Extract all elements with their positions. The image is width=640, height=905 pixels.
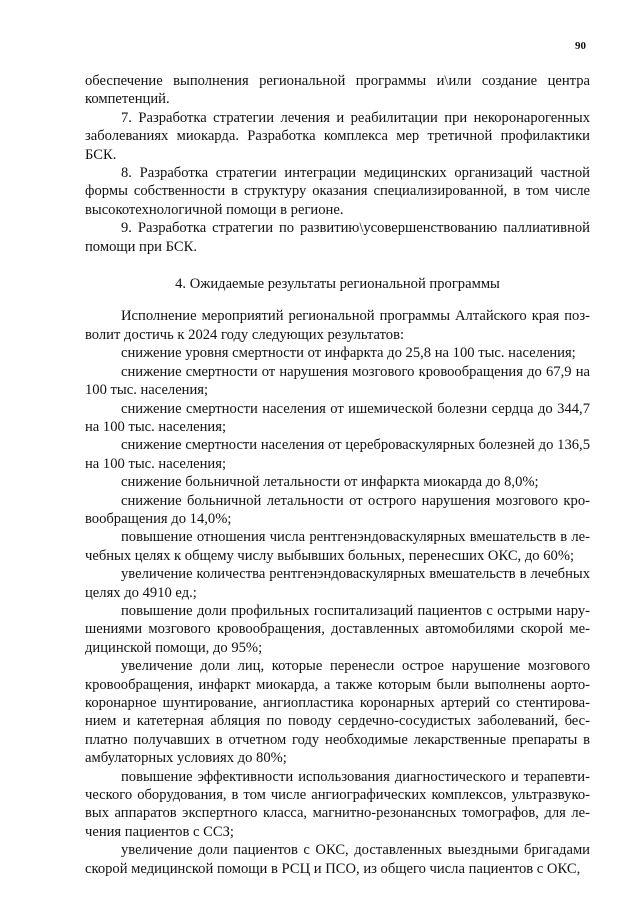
- result-item: повышение отношения числа рентгенэндоваскулярных вмешательств в лечебных целях к общему числу выбывших больных, перенесших ОКС, до 60%;: [85, 529, 590, 564]
- result-item: снижение уровня смертности от инфаркта до 25,8 на 100 тыс. населения;: [121, 345, 576, 362]
- paragraph: 9. Разработка стратегии по развитию\усовершенствованию паллиативной помощи при БСК.: [85, 220, 590, 255]
- result-item: снижение смертности от нарушения мозгового кровообращения до 67,9 на 100 тыс. населения;: [85, 363, 590, 399]
- result-item: снижение больничной летальности от инфаркта миокарда до 8,0%;: [121, 474, 539, 491]
- paragraph: 7. Разработка стратегии лечения и реабилитации при некоронарогенных заболеваниях миокарда. Разработка комплекса мер третичной профилактики БСК.: [85, 109, 590, 163]
- page-number: 90: [575, 40, 586, 52]
- result-item: снижение больничной летальности от острого нарушения мозгового кровообращения до 14,0%;: [85, 492, 590, 527]
- page-body: [85, 72, 590, 878]
- result-item: снижение смертности населения от цереброваскулярных болезней до 136,5 на 100 тыс. населения;: [85, 437, 590, 472]
- paragraph: 8. Разработка стратегии интеграции медицинских организаций частной формы собственности в структуру оказания специализированной, в том числе высокотехнологичной помощи в регионе.: [85, 165, 590, 218]
- result-item: увеличение количества рентгенэндоваскулярных вмешательств в лечебных целях до 4910 ед.;: [85, 566, 590, 601]
- result-item: увеличение доли пациентов с ОКС, доставленных выездными бригадами скорой медицинской помощи в РСЦ и ПСО, из общего числа пациентов с ОКС,: [85, 842, 590, 877]
- result-item: увеличение доли лиц, которые перенесли острое нарушение мозгового кровообращения, инфаркт миокарда, а также которым были выполнены аортокоронарное шунтирование, ангиопластика коронарных артерий со стентированием и катетерная абляция по поводу сердечно-сосудистых заболеваний, бесплатно получавших в отчетном году необходимые лекарственные препараты в амбулаторных условиях до 80%;: [85, 658, 590, 767]
- section-heading: 4. Ожидаемые результаты региональной программы: [175, 276, 500, 293]
- result-item: снижение смертности населения от ишемической болезни сердца до 344,7 на 100 тыс. населения;: [85, 400, 590, 435]
- result-item: повышение доли профильных госпитализаций пациентов с острыми нарушениями мозгового кровообращения, доставленных автомобилями скорой медицинской помощи, до 95%;: [85, 602, 590, 656]
- results-intro: Исполнение мероприятий региональной программы Алтайского края позволит достичь к 2024 году следующих результатов:: [85, 308, 590, 343]
- paragraph: обеспечение выполнения региональной программы и\или создание центра компетенций.: [85, 73, 590, 108]
- result-item: повышение эффективности использования диагностического и терапевтического оборудования, в том числе ангиографических комплексов, ультразвуковых аппаратов экспертного класса, магнитно-резонансных томографов, для лечения пациентов с ССЗ;: [85, 768, 590, 840]
